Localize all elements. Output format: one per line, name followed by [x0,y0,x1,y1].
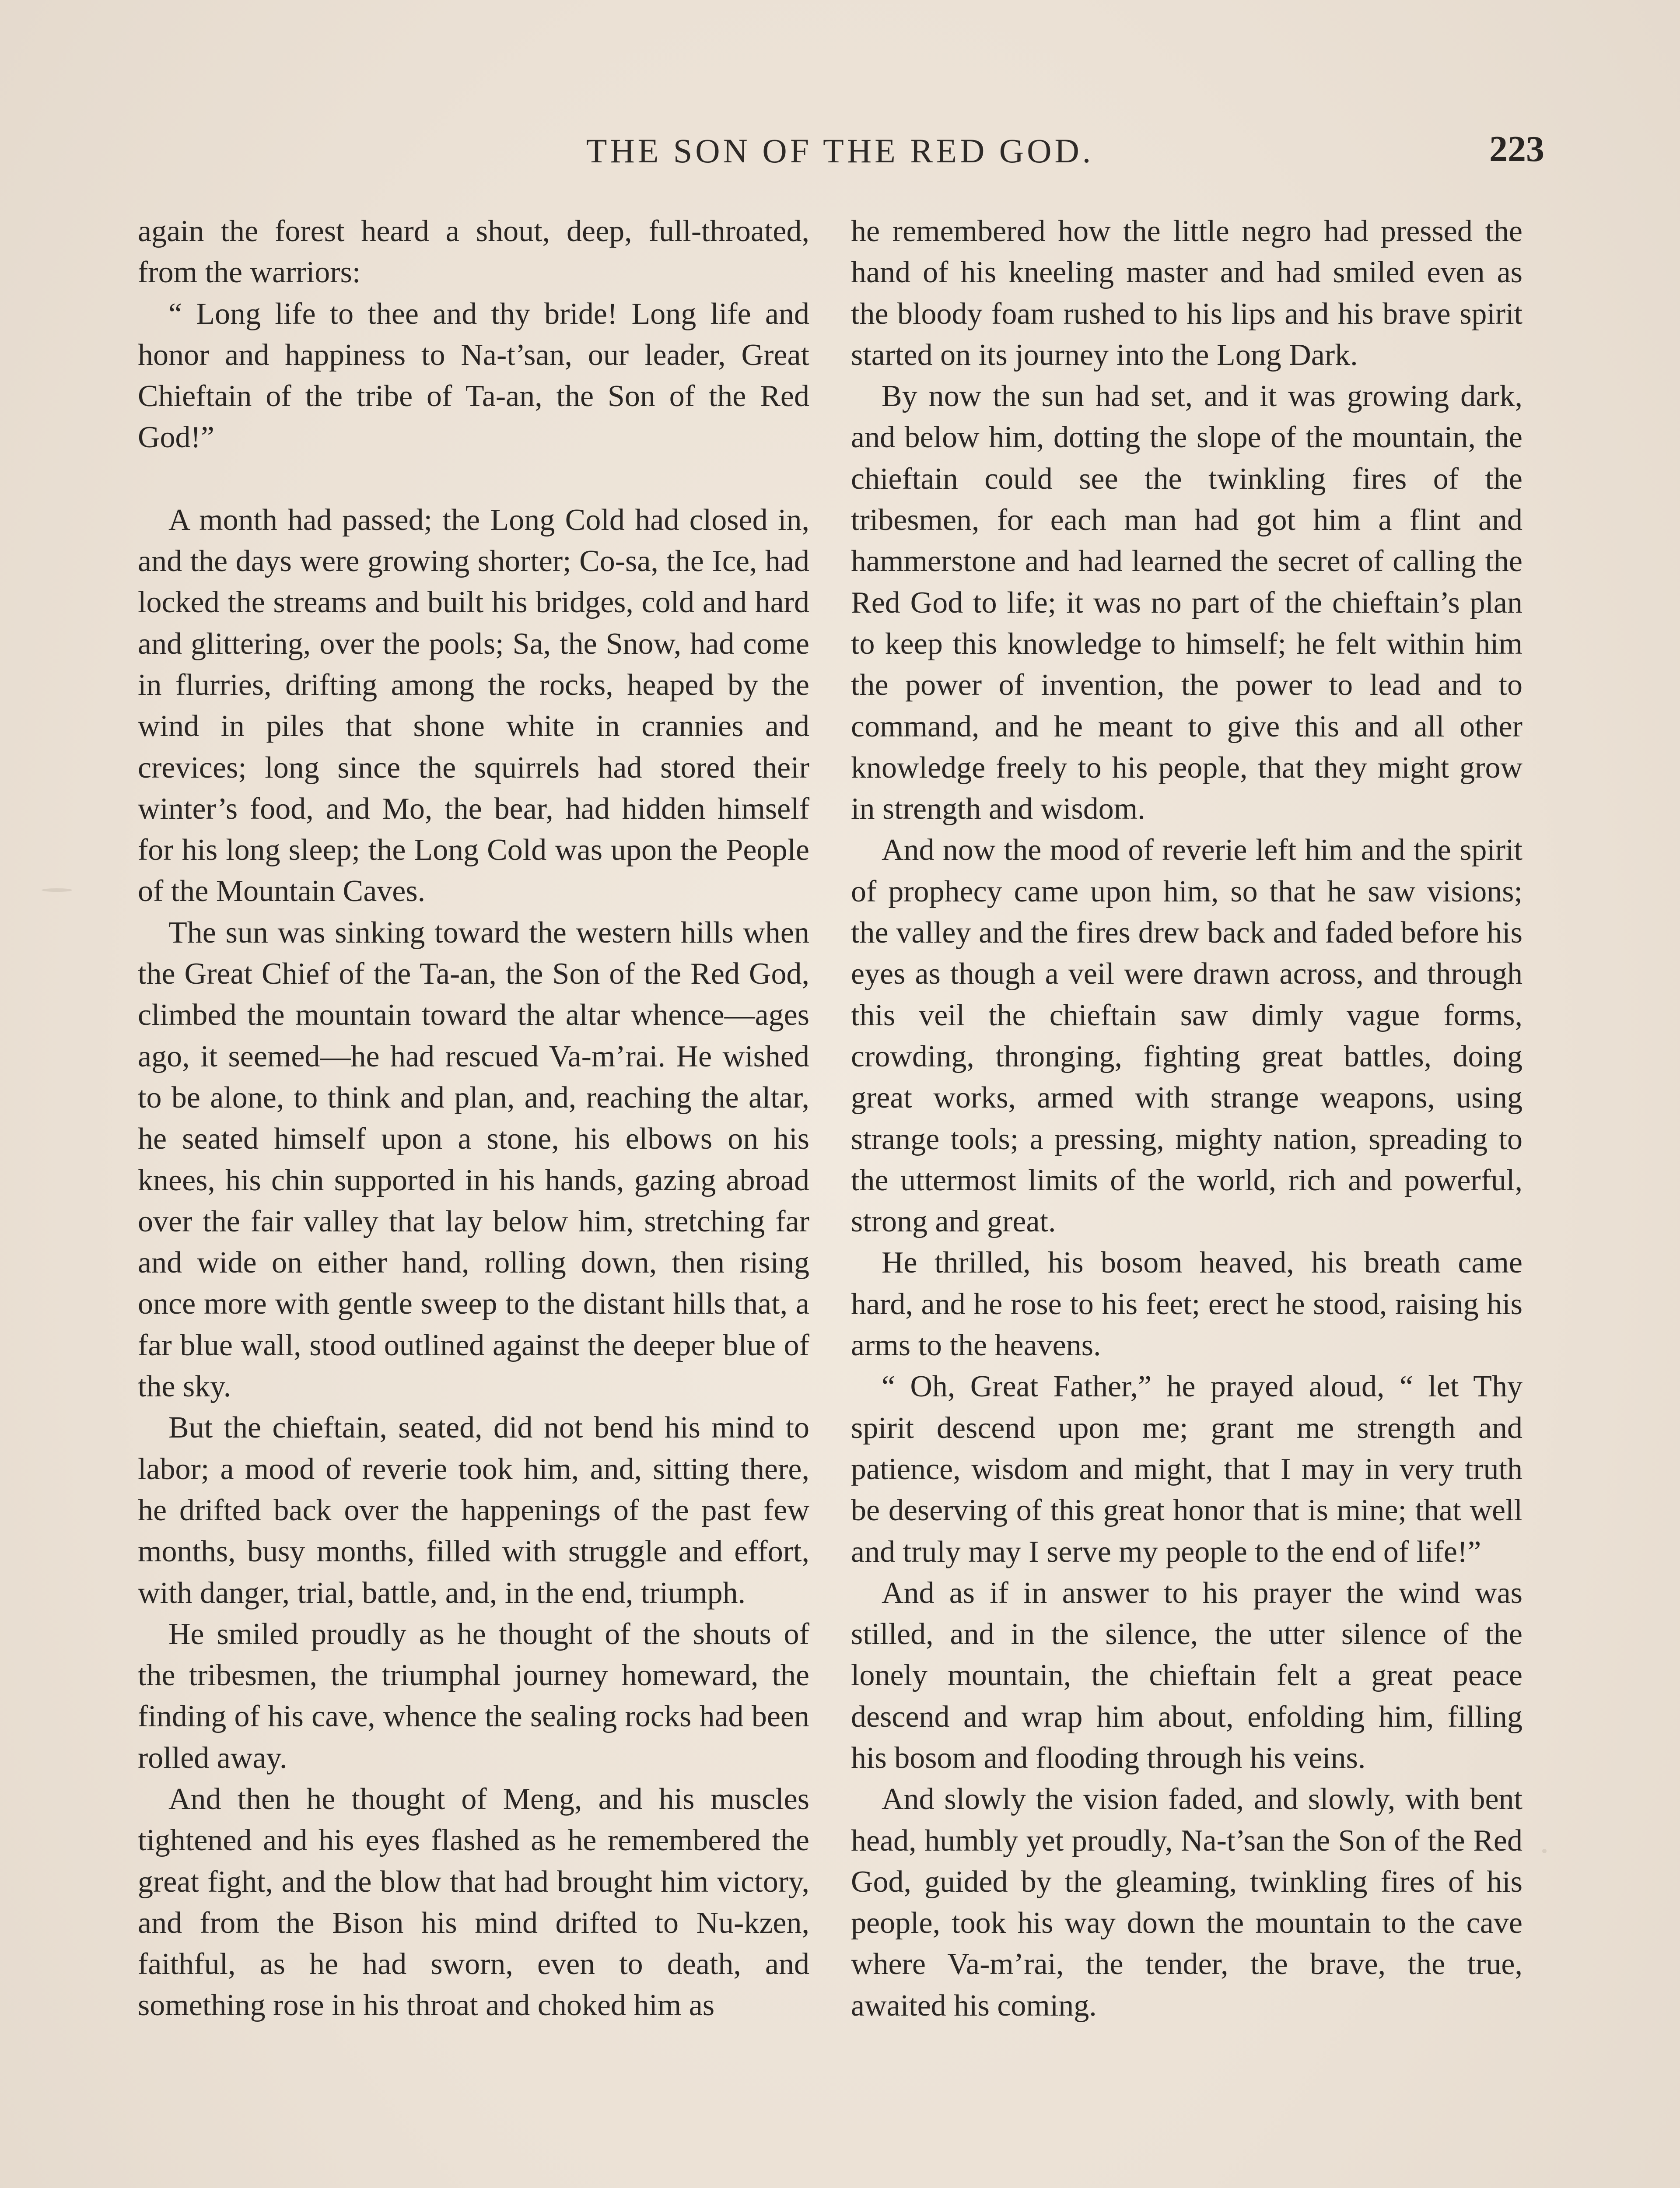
paragraph: He thrilled, his bosom heaved, his breath came hard, and he rose to his feet; erect he stood, raising his arms to the heavens. [851,1246,1522,1363]
paper-mark [42,888,72,892]
running-head [136,131,1544,179]
paragraph: And as if in answer to his prayer the wind was stilled, and in the silence, the utter silence of the lonely mountain, the chieftain felt a great peace descend and wrap him about, enfolding him, filling his bosom and flooding through his veins. [851,1576,1522,1775]
paragraph: And then he thought of Meng, and his muscles tightened and his eyes flashed as he remembered the great fight, and the blow that had brought him victory, and from the Bison his mind drifted to Nu-kzen, faithful, as he had sworn, even to death, and something rose in his throat and choked him as [138,1782,809,2023]
paragraph: again the forest heard a shout, deep, full-throated, from the warriors: [138,214,809,290]
paper-mark [1542,1849,1547,1853]
paragraph: “ Long life to thee and thy bride! Long life and honor and happiness to Na-t’san, our leader, Great Chieftain of the tribe of Ta-an, the Son of the Red God!” [138,297,809,455]
left-column [138,211,809,2027]
paragraph: And slowly the vision faded, and slowly, with bent head, humbly yet proudly, Na-t’san the Son of the Red God, guided by the gleaming, twinkling fires of his people, took his way down the mountain to the cave where Va-m’rai, the tender, the brave, the true, awaited his coming. [851,1782,1522,2023]
right-column [851,211,1522,2027]
paragraph: The sun was sinking toward the western hills when the Great Chief of the Ta-an, the Son of the Red God, climbed the mountain toward the altar whence—ages ago, it seemed—he had rescued Va-m’rai. He wished to be alone, to think and plan, and, reaching the altar, he seated himself upon a stone, his elbows on his knees, his chin supported in his hands, gazing abroad over the fair valley that lay below him, stretching far and wide on either hand, rolling down, then rising once more with gentle sweep to the distant hills that, a far blue wall, stood outlined against the deeper blue of the sky. [138,915,809,1404]
paragraph: he remembered how the little negro had pressed the hand of his kneeling master and had smiled even as the bloody foam rushed to his lips and his brave spirit started on its journey into the Long Dark. [851,214,1522,372]
page-number: 223 [1489,129,1544,169]
paragraph: But the chieftain, seated, did not bend his mind to labor; a mood of reverie took him, and, sitting there, he drifted back over the happenings of the past few months, busy months, filled with struggle and effort, with danger, trial, battle, and, in the end, triumph. [138,1411,809,1610]
paragraph: A month had passed; the Long Cold had closed in, and the days were growing shorter; Co-sa, the Ice, had locked the streams and built his bridges, cold and hard and glittering, over the pools; Sa, the Snow, had come in flurries, drifting among the rocks, heaped by the wind in piles that shone white in crannies and crevices; long since the squirrels had stored their winter’s food, and Mo, the bear, had hidden himself for his long sleep; the Long Cold was upon the People of the Mountain Caves. [138,503,809,908]
running-title: THE SON OF THE RED GOD. [586,132,1094,170]
paragraph: By now the sun had set, and it was growing dark, and below him, dotting the slope of the mountain, the chieftain could see the twinkling fires of the tribesmen, for each man had got him a flint and hammerstone and had learned the secret of calling the Red God to life; it was no part of the chieftain’s plan to keep this knowledge to himself; he felt within him the power of invention, the power to lead and to command, and he meant to give this and all other knowledge freely to his people, that they might grow in strength and wisdom. [851,379,1522,826]
paragraph: “ Oh, Great Father,” he prayed aloud, “ let Thy spirit descend upon me; grant me strength and patience, wisdom and might, that I may in very truth be deserving of this great honor that is mine; that well and truly may I serve my people to the end of life!” [851,1370,1522,1569]
paragraph: And now the mood of reverie left him and the spirit of prophecy came upon him, so that he saw visions; the valley and the fires drew back and faded before his eyes as though a veil were drawn across, and through this veil the chieftain saw dimly vague forms, crowding, thronging, fighting great battles, doing great works, armed with strange weapons, using strange tools; a pressing, mighty nation, spreading to the uttermost limits of the world, rich and powerful, strong and great. [851,833,1522,1239]
paragraph: He smiled proudly as he thought of the shouts of the tribesmen, the triumphal journey homeward, the finding of his cave, whence the sealing rocks had been rolled away. [138,1617,809,1775]
